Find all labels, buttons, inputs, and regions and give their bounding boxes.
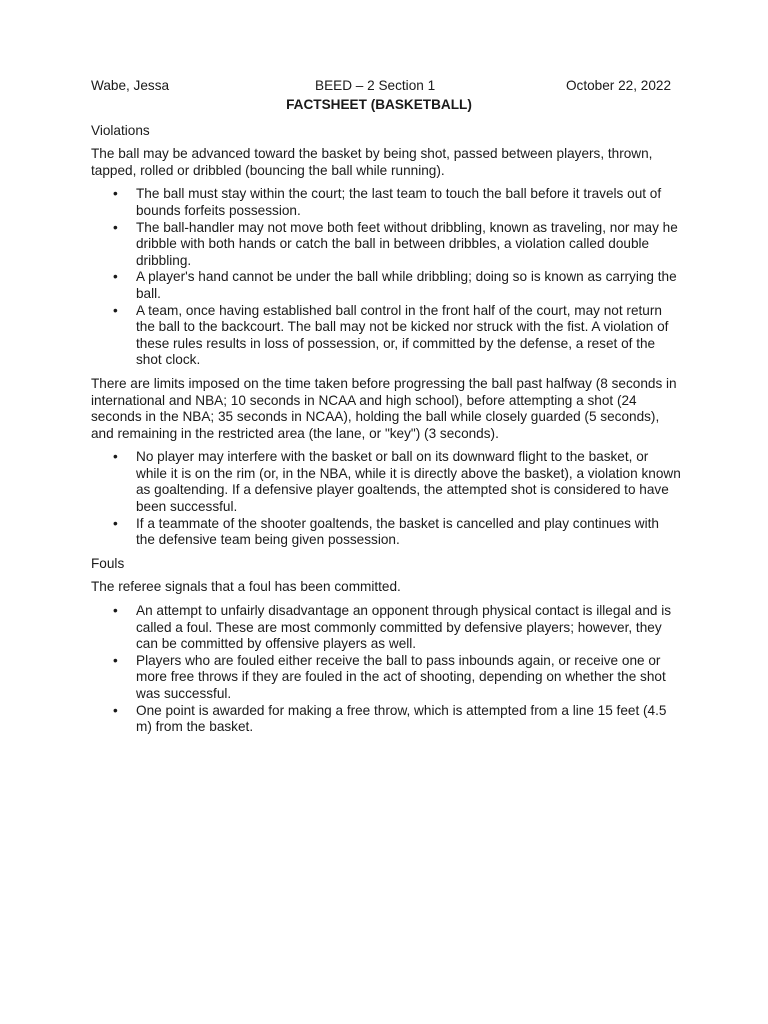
time-limits-paragraph: There are limits imposed on the time taken before progressing the ball past halfway (8 seconds in international and NBA; 10 seconds in NCAA and high school), before attempting a shot (24 seconds in the NBA; 35 seconds in NCAA), holding the ball while closely guarded (5 seconds), and remaining in the restricted area (the lane, or "key") (3 seconds).: [91, 375, 677, 441]
document-header: [91, 78, 681, 95]
list-item-text: The ball must stay within the court; the last team to touch the ball before it travels out of bounds forfeits possession.: [136, 186, 662, 218]
list-item-text: If a teammate of the shooter goaltends, the basket is cancelled and play continues with the defensive team being given possession.: [136, 515, 659, 548]
bullet-icon: •: [113, 652, 118, 668]
bullet-icon: •: [113, 219, 118, 235]
list-item-text: Players who are fouled either receive the ball to pass inbounds again, or receive one or more free throws if they are fouled in the act of shooting, depending on whether the shot was successful.: [136, 652, 666, 701]
document-page: [91, 78, 681, 743]
list-item-text: A player's hand cannot be under the ball while dribbling; doing so is known as carrying the ball.: [136, 269, 677, 301]
list-item: [113, 449, 681, 515]
class-section: BEED – 2 Section 1: [315, 78, 436, 93]
bullet-icon: •: [113, 269, 118, 285]
goaltending-list: [91, 449, 681, 549]
document-title: FACTSHEET (BASKETBALL): [286, 97, 472, 112]
list-item: [113, 603, 681, 653]
bullet-icon: •: [113, 603, 118, 619]
list-item: [113, 302, 681, 369]
list-item: [113, 186, 681, 219]
bullet-icon: •: [113, 449, 118, 465]
bullet-icon: •: [113, 302, 118, 318]
violations-list: [91, 186, 681, 369]
violations-intro: The ball may be advanced toward the basket by being shot, passed between players, thrown, tapped, rolled or dribbled (bouncing the ball while running).: [91, 146, 653, 178]
list-item: [113, 219, 681, 270]
bullet-icon: •: [113, 515, 118, 531]
fouls-intro: The referee signals that a foul has been committed.: [91, 579, 401, 595]
fouls-list: [91, 603, 681, 736]
violations-heading: Violations: [91, 122, 150, 138]
list-item: [113, 269, 681, 302]
bullet-icon: •: [113, 186, 118, 202]
list-item-text: A team, once having established ball control in the front half of the court, may not return the ball to the backcourt. The ball may not be kicked nor struck with the fist. A violation of these rules results in loss of possession, or, if committed by the defense, a reset of the shot clock.: [136, 302, 669, 368]
list-item-text: The ball-handler may not move both feet without dribbling, known as traveling, nor may he dribble with both hands or catch the ball in between dribbles, a violation called double dribbling.: [136, 219, 678, 268]
bullet-icon: •: [113, 702, 118, 718]
list-item: [113, 702, 681, 736]
list-item: [113, 515, 681, 549]
author-name: Wabe, Jessa: [91, 78, 170, 93]
fouls-heading: Fouls: [91, 555, 125, 571]
list-item-text: One point is awarded for making a free throw, which is attempted from a line 15 feet (4.5 m) from the basket.: [136, 702, 667, 735]
list-item: [113, 652, 681, 703]
list-item-text: No player may interfere with the basket or ball on its downward flight to the basket, or while it is on the rim (or, in the NBA, while it is directly above the basket), a violation known as goaltending. If a defensive player goaltends, the attempted shot is considered to have been successful.: [136, 449, 681, 515]
list-item-text: An attempt to unfairly disadvantage an opponent through physical contact is illegal and is called a foul. These are most commonly committed by defensive players; however, they can be committed by offensive players as well.: [136, 603, 672, 652]
document-date: October 22, 2022: [565, 78, 671, 93]
